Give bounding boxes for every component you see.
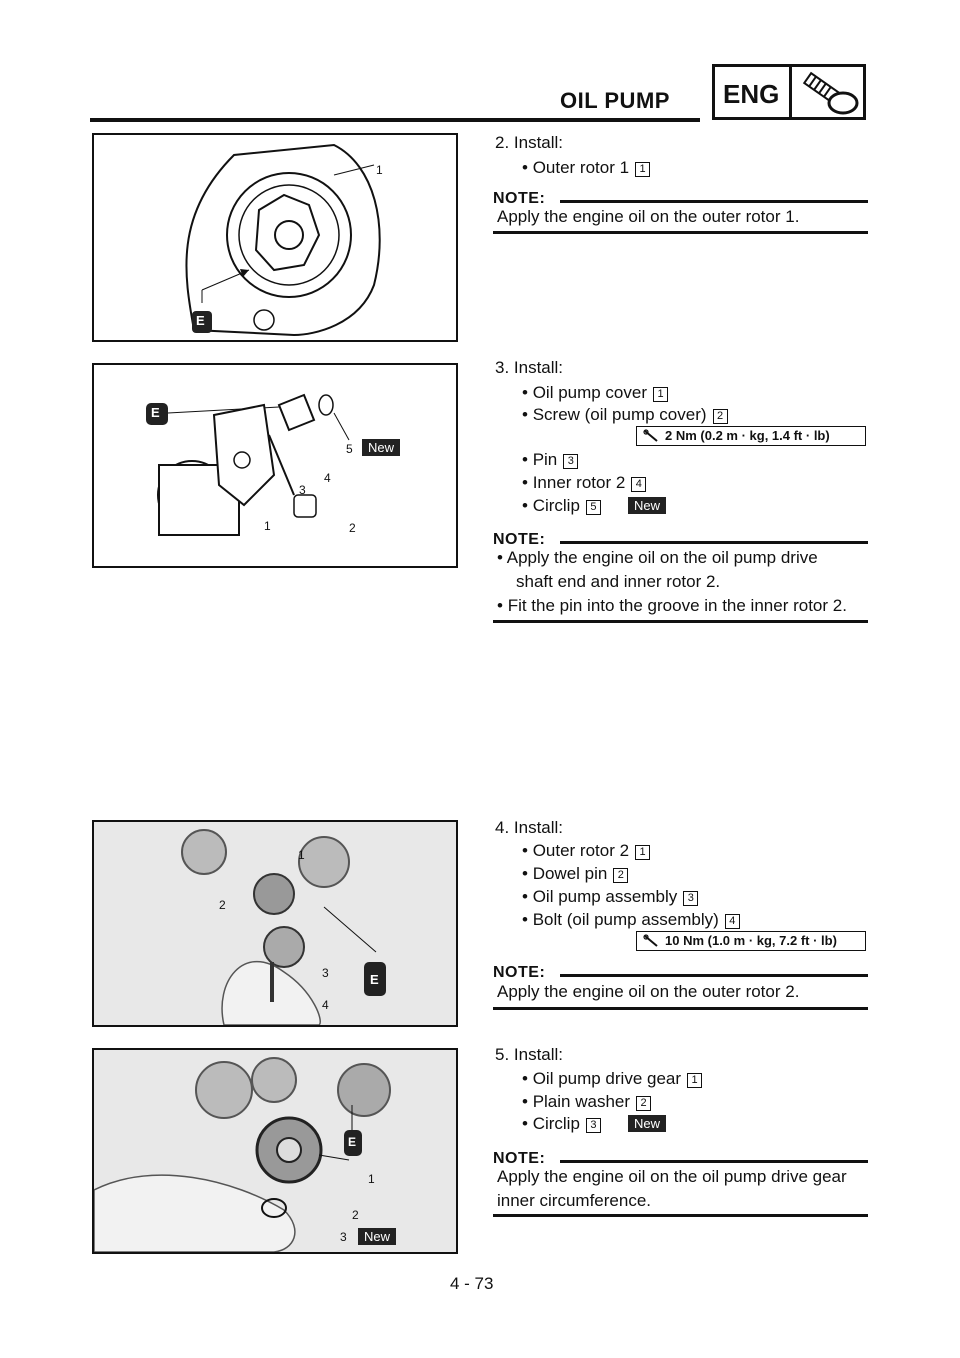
note-bullet-1-cont: shaft end and inner rotor 2. [516,572,721,591]
note-text-line-1: Apply the engine oil on the oil pump drive gear [497,1167,847,1186]
callout-3: 3 [322,966,329,980]
lube-mark-label: E [196,313,205,328]
note-bullet-1: • Apply the engine oil on the oil pump drive [497,548,818,567]
note-bottom-rule [493,231,868,234]
torque-wrench-icon [643,934,659,948]
step-5-item-3: • Circlip 3 [522,1114,601,1134]
callout-1: 1 [368,1172,375,1186]
step-2-item-1: • Outer rotor 1 1 [522,158,650,178]
callout-1: 1 [298,848,305,862]
step-5-item-1: • Oil pump drive gear 1 [522,1069,702,1089]
figure-oil-pump-drive-gear [92,1048,458,1254]
figure-oil-pump-assembly [92,820,458,1027]
step-5-item-2: • Plain washer 2 [522,1092,651,1112]
oil-pump-assembly-photo [94,822,456,1025]
lube-mark-label: E [348,1135,357,1149]
section-badge [712,64,866,120]
step-3-item-1: • Oil pump cover 1 [522,383,668,403]
section-label: ENG [723,79,780,109]
callout-5: 5 [346,442,353,456]
callout-3: 3 [340,1230,347,1244]
page-title: OIL PUMP [560,88,670,113]
note-bottom-rule [493,620,868,623]
new-part-tag: New [628,1115,666,1132]
step-3-item-3: • Pin 3 [522,450,578,470]
step-4-item-2: • Dowel pin 2 [522,864,628,884]
callout-4: 4 [322,998,329,1012]
callout-1: 1 [264,519,271,533]
step-4-item-4: • Bolt (oil pump assembly) 4 [522,910,740,930]
outer-rotor-illustration [94,135,456,340]
callout-2: 2 [219,898,226,912]
figure-oil-pump-cover [92,363,458,568]
page-number: 4 - 73 [450,1274,494,1293]
oil-pump-drive-gear-photo [94,1050,456,1252]
new-part-tag: New [358,1228,396,1245]
step-3-item-5: • Circlip 5 [522,496,601,516]
step-4-item-1: • Outer rotor 2 1 [522,841,650,861]
note-bullet-2: • Fit the pin into the groove in the inner rotor 2. [497,596,847,615]
callout-2: 2 [352,1208,359,1222]
note-label: NOTE: [493,964,546,981]
step-5-label: 5. Install: [495,1045,564,1064]
new-part-tag: New [628,497,666,514]
note-text: Apply the engine oil on the outer rotor 2. [497,982,800,1001]
note-top-rule [560,200,868,203]
note-top-rule [560,1160,868,1163]
note-text: Apply the engine oil on the outer rotor 1. [497,207,800,226]
note-label: NOTE: [493,1150,546,1167]
torque-wrench-icon [643,429,659,443]
step-3-item-4: • Inner rotor 2 4 [522,473,646,493]
torque-spec: 10 Nm (1.0 m · kg, 7.2 ft · lb) [636,931,866,951]
callout-3: 3 [299,483,306,497]
new-part-tag: New [362,439,400,456]
step-4-item-3: • Oil pump assembly 3 [522,887,698,907]
step-2-label: 2. Install: [495,133,564,152]
note-bottom-rule [493,1007,868,1010]
callout-2: 2 [349,521,356,535]
step-4-label: 4. Install: [495,818,564,837]
note-text-line-2: inner circumference. [497,1191,652,1210]
lube-mark-label: E [151,405,160,420]
torque-spec: 2 Nm (0.2 m · kg, 1.4 ft · lb) [636,426,866,446]
note-bottom-rule [493,1214,868,1217]
oil-pump-cover-illustration [94,365,456,566]
header-rule [90,118,700,122]
callout-4: 4 [324,471,331,485]
engine-wrench-icon [795,69,863,117]
step-3-label: 3. Install: [495,358,564,377]
lube-mark-label: E [370,972,379,987]
badge-divider [789,67,792,117]
step-3-item-2: • Screw (oil pump cover) 2 [522,405,728,425]
callout-1: 1 [376,163,383,177]
figure-outer-rotor [92,133,458,342]
note-label: NOTE: [493,190,546,207]
note-label: NOTE: [493,531,546,548]
note-top-rule [560,974,868,977]
note-top-rule [560,541,868,544]
